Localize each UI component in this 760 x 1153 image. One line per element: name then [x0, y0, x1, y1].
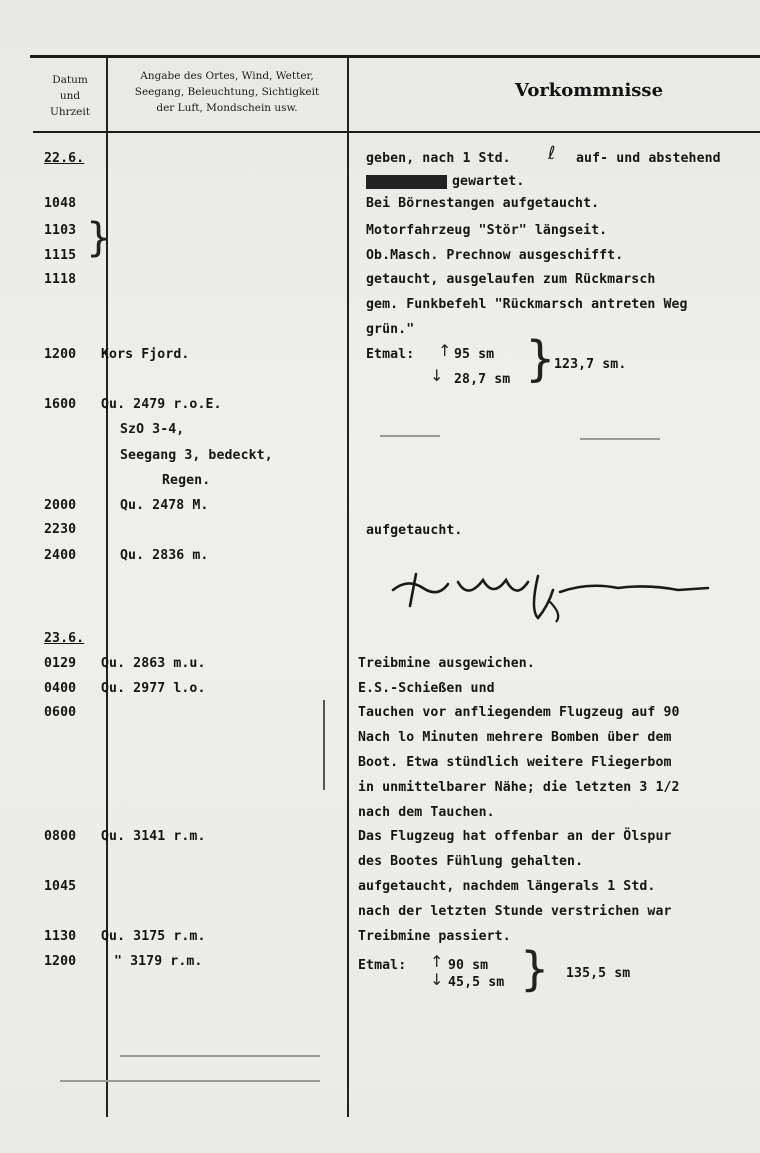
event-line: grün."	[366, 322, 415, 337]
event-line: Ob.Masch. Prechnow ausgeschifft.	[366, 248, 624, 263]
date-label: 23.6.	[44, 631, 85, 646]
header-col2-line: der Luft, Mondschein usw.	[156, 102, 298, 114]
event-line: Motorfahrzeug "Stör" längseit.	[366, 223, 608, 238]
time-entry: 1600	[44, 397, 77, 412]
place-entry: " 3179 r.m.	[114, 954, 203, 969]
header-bottom-rule	[33, 131, 760, 133]
place-entry: Seegang 3, bedeckt,	[120, 448, 273, 463]
event-line: nach dem Tauchen.	[358, 805, 495, 820]
brace-icon: }	[525, 331, 556, 387]
event-line: auf- und abstehend	[576, 151, 721, 166]
column-divider-2	[347, 57, 349, 1117]
signature	[388, 570, 718, 625]
header-col2-line: Angabe des Ortes, Wind, Wetter,	[140, 70, 314, 82]
etmal-total: 123,7 sm.	[554, 357, 627, 372]
event-line: gewartet.	[452, 174, 525, 189]
place-entry: Qu. 2479 r.o.E.	[101, 397, 222, 412]
place-entry: Qu. 2478 M.	[120, 498, 209, 513]
event-line: E.S.-Schießen und	[358, 681, 495, 696]
event-line: Treibmine ausgewichen.	[358, 656, 535, 671]
bleed-through-mark	[380, 435, 440, 437]
header-date-time	[34, 72, 106, 120]
up-arrow-icon: ↑	[438, 341, 452, 360]
event-line: Nach lo Minuten mehrere Bomben über dem	[358, 730, 672, 745]
event-line: Bei Börnestangen aufgetaucht.	[366, 196, 600, 211]
etmal-label: Etmal:	[366, 347, 415, 362]
header-events: Vorkommnisse	[515, 80, 664, 101]
bleed-through-mark	[120, 1055, 320, 1057]
time-entry: 1118	[44, 272, 77, 287]
place-entry: Qu. 3141 r.m.	[101, 829, 206, 844]
table-top-rule	[30, 55, 760, 58]
date-label: 22.6.	[44, 151, 85, 166]
bleed-through-line	[323, 700, 325, 790]
etmal-value: 95 sm	[454, 347, 495, 362]
place-entry: Qu. 2836 m.	[120, 548, 209, 563]
up-arrow-icon: ↑	[430, 952, 444, 971]
event-line: nach der letzten Stunde verstrichen war	[358, 904, 672, 919]
event-line: Treibmine passiert.	[358, 929, 511, 944]
event-line: Tauchen vor anfliegendem Flugzeug auf 90	[358, 705, 680, 720]
time-entry: 2000	[44, 498, 77, 513]
time-entry: 0600	[44, 705, 77, 720]
event-line: in unmittelbarer Nähe; die letzten 3 1/2	[358, 780, 680, 795]
time-entry: 2230	[44, 522, 77, 537]
etmal-value: 90 sm	[448, 958, 489, 973]
event-line: getaucht, ausgelaufen zum Rückmarsch	[366, 272, 656, 287]
etmal-value: 45,5 sm	[448, 975, 505, 990]
brace-icon: }	[86, 215, 112, 261]
etmal-total: 135,5 sm	[566, 966, 631, 981]
time-entry: 2400	[44, 548, 77, 563]
place-entry: Qu. 2863 m.u.	[101, 656, 206, 671]
event-line: aufgetaucht, nachdem längerals 1 Std.	[358, 879, 656, 894]
bleed-through-mark	[580, 438, 660, 440]
header-location-weather	[108, 68, 346, 116]
down-arrow-icon: ↓	[430, 970, 444, 989]
down-arrow-icon: ↓	[430, 366, 444, 385]
place-entry: Kors Fjord.	[101, 347, 190, 362]
insertion-mark-icon: ℓ	[548, 143, 556, 164]
time-entry: 1200	[44, 954, 77, 969]
place-entry: SzO 3-4,	[120, 422, 185, 437]
time-entry: 1048	[44, 196, 77, 211]
time-entry: 1200	[44, 347, 77, 362]
place-entry: Qu. 2977 l.o.	[101, 681, 206, 696]
place-entry: Regen.	[162, 473, 211, 488]
event-line: des Bootes Fühlung gehalten.	[358, 854, 584, 869]
etmal-label: Etmal:	[358, 958, 407, 973]
time-entry: 0800	[44, 829, 77, 844]
time-entry: 0400	[44, 681, 77, 696]
time-entry: 1045	[44, 879, 77, 894]
header-col1-line: und	[59, 90, 81, 102]
etmal-value: 28,7 sm	[454, 372, 511, 387]
event-line: gem. Funkbefehl "Rückmarsch antreten Weg	[366, 297, 688, 312]
redaction-bar	[366, 175, 447, 189]
header-col1-line: Uhrzeit	[50, 106, 90, 118]
event-line: Boot. Etwa stündlich weitere Fliegerbom	[358, 755, 672, 770]
time-entry: 1130	[44, 929, 77, 944]
place-entry: Qu. 3175 r.m.	[101, 929, 206, 944]
brace-icon: }	[520, 942, 550, 996]
time-entry: 1103	[44, 223, 77, 238]
header-col1-line: Datum	[52, 74, 88, 86]
event-line: Das Flugzeug hat offenbar an der Ölspur	[358, 829, 672, 844]
event-line: aufgetaucht.	[366, 523, 463, 538]
time-entry: 1115	[44, 248, 77, 263]
bleed-through-mark	[60, 1080, 320, 1082]
time-entry: 0129	[44, 656, 77, 671]
header-col2-line: Seegang, Beleuchtung, Sichtigkeit	[134, 86, 320, 98]
event-line: geben, nach 1 Std.	[366, 151, 511, 166]
